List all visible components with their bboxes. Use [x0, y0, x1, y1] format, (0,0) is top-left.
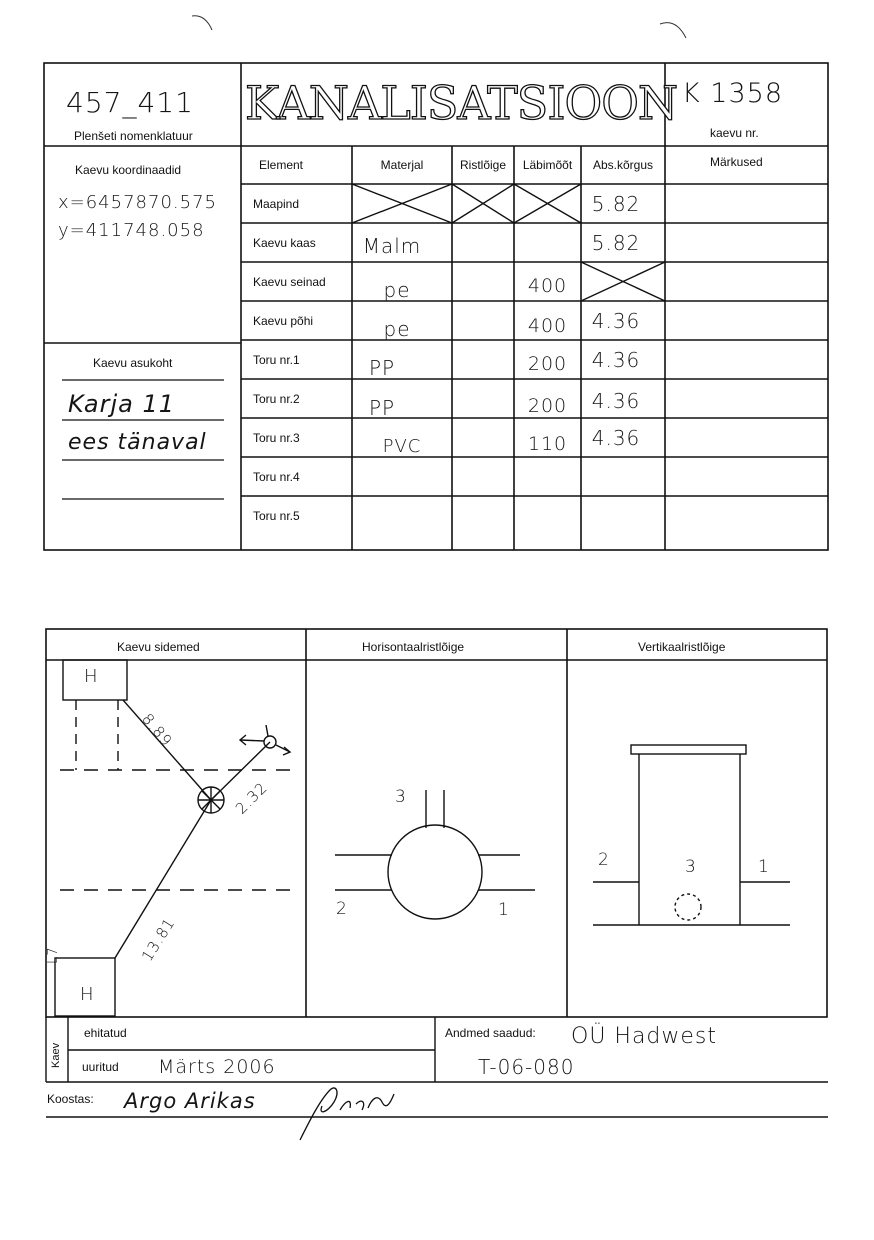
- row-element: Kaevu põhi: [253, 313, 314, 328]
- pipe-label-2: 2: [336, 899, 348, 919]
- row-element: Maapind: [253, 196, 300, 211]
- data-reference: T-06-080: [478, 1055, 575, 1079]
- surveyed-label: uuritud: [82, 1060, 119, 1074]
- panel-vertical-title: Vertikaalristlõige: [638, 640, 726, 654]
- row-material: Malm: [362, 233, 422, 258]
- compiled-value: Argo Arikas: [124, 1089, 256, 1113]
- coordinate-y: y=411748.058: [58, 220, 205, 241]
- nomenclature-label: Plenšeti nomenklatuur: [74, 129, 193, 143]
- col-header-height: Abs.kõrgus: [592, 158, 654, 172]
- row-material: PP: [368, 355, 396, 380]
- pipe-label-3: 3: [395, 787, 407, 807]
- pipe-label-1: 1: [498, 900, 510, 920]
- row-height: 4.36: [591, 347, 641, 372]
- row-diameter: 110: [527, 432, 568, 455]
- data-from-label: Andmed saadud:: [445, 1026, 536, 1040]
- col-header-notes: Märkused: [710, 155, 763, 169]
- row-diameter: 200: [527, 394, 568, 417]
- row-height: 4.36: [591, 308, 641, 333]
- distance-label-3: 13.81: [138, 914, 179, 965]
- location-line-2: ees tänaval: [68, 430, 207, 455]
- panel-connections-title: Kaevu sidemed: [117, 640, 200, 654]
- row-material: pe: [383, 316, 411, 341]
- side-note: L7: [46, 946, 61, 964]
- coordinates-label: Kaevu koordinaadid: [75, 163, 182, 177]
- page-title: KANALISATSIOON: [245, 76, 678, 130]
- row-element: Toru nr.1: [253, 352, 300, 367]
- col-header-diameter: Läbimõõt: [522, 158, 573, 172]
- location-line-1: Karja 11: [68, 390, 175, 418]
- hydrant-label-top: H: [84, 666, 99, 687]
- row-material: PP: [368, 395, 396, 420]
- hydrant-label-bottom: H: [80, 984, 95, 1005]
- v-pipe-label-2: 2: [598, 850, 610, 870]
- row-element: Toru nr.3: [253, 430, 300, 445]
- built-label: ehitatud: [84, 1026, 127, 1040]
- row-diameter: 400: [527, 274, 568, 297]
- row-height: 4.36: [591, 425, 641, 450]
- row-height: 5.82: [591, 230, 641, 255]
- panel-horizontal-title: Horisontaalristlõige: [362, 640, 465, 654]
- row-element: Kaevu seinad: [253, 274, 326, 289]
- col-header-material: Materjal: [380, 158, 424, 172]
- row-diameter: 400: [527, 314, 568, 337]
- location-label: Kaevu asukoht: [93, 356, 173, 370]
- distance-label-2: 2.32: [232, 778, 272, 818]
- row-material: PVC: [382, 436, 422, 457]
- footer-side-label: Kaev: [50, 1042, 62, 1068]
- well-number-label: kaevu nr.: [710, 126, 759, 140]
- row-element: Toru nr.4: [253, 469, 300, 484]
- row-material: pe: [383, 277, 411, 302]
- v-pipe-label-1: 1: [758, 857, 770, 877]
- col-header-element: Element: [258, 158, 304, 172]
- compiled-label: Koostas:: [47, 1092, 94, 1106]
- row-element: Kaevu kaas: [253, 235, 316, 250]
- coordinate-x: x=6457870.575: [58, 192, 217, 213]
- distance-label-1: 8.89: [138, 710, 177, 751]
- row-height: 5.82: [591, 191, 641, 216]
- surveyed-value: Märts 2006: [158, 1056, 276, 1078]
- col-header-section: Ristlõige: [459, 158, 507, 172]
- row-element: Toru nr.2: [253, 391, 300, 406]
- data-from-value: OÜ Hadwest: [571, 1024, 718, 1049]
- well-number-value: K 1358: [682, 78, 784, 109]
- v-pipe-label-3: 3: [685, 857, 697, 877]
- row-element: Toru nr.5: [253, 508, 300, 523]
- row-diameter: 200: [527, 352, 568, 375]
- nomenclature-value: 457_411: [66, 86, 194, 119]
- signature: [300, 1088, 394, 1140]
- row-height: 4.36: [591, 388, 641, 413]
